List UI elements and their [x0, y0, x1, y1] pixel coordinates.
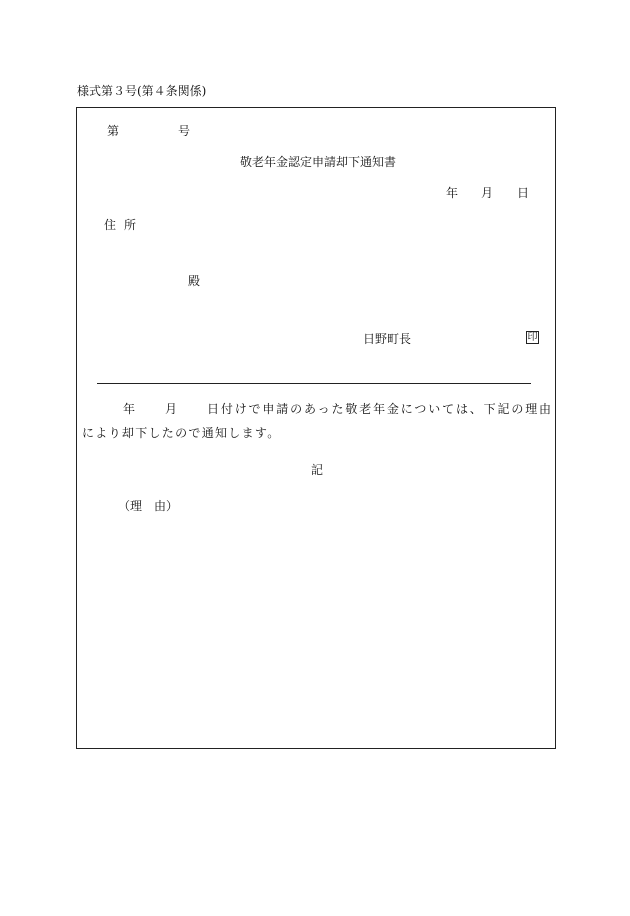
body-year-label: 年 — [123, 402, 136, 416]
body-text-line1: 日付けで申請のあった敬老年金については、下記の理由 — [207, 402, 553, 416]
sender-name: 日野町長 — [363, 332, 412, 346]
note-heading: 記 — [311, 463, 324, 477]
body-text-line2: により却下したので通知します。 — [82, 426, 281, 440]
reason-label: （理 由） — [118, 499, 179, 513]
document-title: 敬老年金認定申請却下通知書 — [240, 155, 397, 169]
address-label: 住所 — [104, 218, 145, 232]
form-number-label: 様式第３号(第４条関係) — [77, 84, 207, 98]
issue-date-year: 年 — [446, 186, 459, 200]
document-number-suffix: 号 — [178, 124, 191, 138]
issue-date-day: 日 — [517, 186, 530, 200]
body-month-label: 月 — [165, 402, 178, 416]
seal-mark: 印 — [527, 332, 538, 343]
recipient-honorific: 殿 — [188, 274, 201, 288]
document-number-prefix: 第 — [107, 124, 120, 138]
issue-date-month: 月 — [481, 186, 494, 200]
separator-line — [97, 383, 531, 384]
